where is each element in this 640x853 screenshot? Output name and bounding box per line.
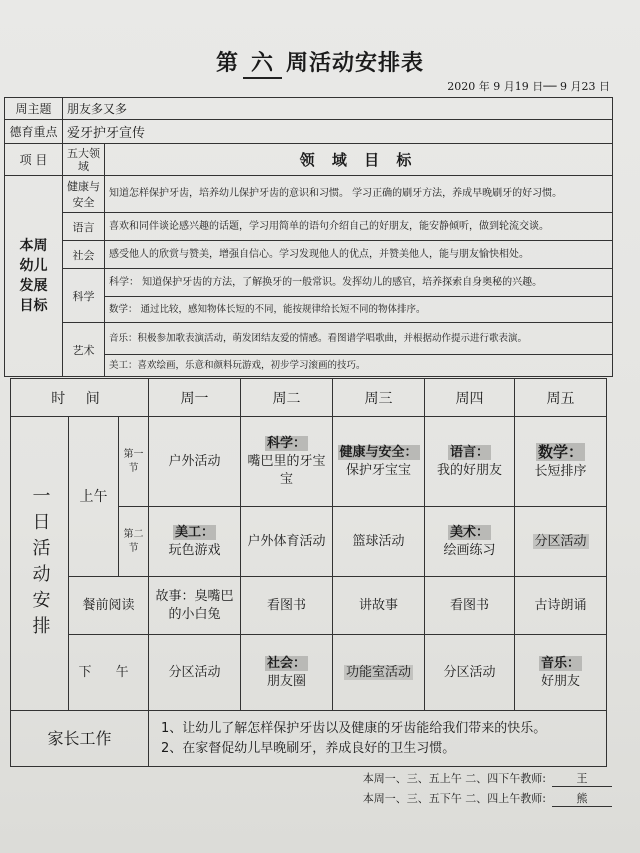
tue-afternoon-tag: 社会：: [267, 655, 307, 671]
tue-afternoon: 社会： 朋友圈: [241, 635, 333, 711]
fri-pre-meal: 古诗朗诵: [515, 577, 607, 635]
wed-afternoon: 功能室活动: [333, 635, 425, 711]
parent-note-1: 1、让幼儿了解怎样保护牙齿以及健康的牙齿能给我们带来的快乐。: [161, 720, 547, 736]
goals-table: [4, 97, 613, 377]
thu-session1: 语言： 我的好朋友: [425, 417, 515, 507]
wed-pre-meal: 讲故事: [333, 577, 425, 635]
domain-art: 艺术: [63, 323, 105, 377]
parent-work-label: 家长工作: [11, 711, 149, 767]
day-fri: 周五: [515, 379, 607, 417]
thu-pre-meal: 看图书: [425, 577, 515, 635]
day-thu: 周四: [425, 379, 515, 417]
wed-session1-tag: 健康与安全：: [339, 444, 418, 460]
moral-value: 爱牙护牙宣传: [63, 120, 613, 144]
parent-note-2: 2、在家督促幼儿早晚刷牙，养成良好的卫生习惯。: [161, 740, 456, 756]
tue-pre-meal: 看图书: [241, 577, 333, 635]
fri-session1: 数学： 长短排序: [515, 417, 607, 507]
mon-session1: 户外活动: [149, 417, 241, 507]
day-schedule-label: 一日活动安排: [29, 485, 51, 642]
footer-line-2: 本周一、三、五下午 二、四上午教师: 熊: [363, 790, 612, 807]
mon-session2-tag: 美工：: [175, 524, 215, 540]
date-range: 2020 年 9 月19 日── 9 月23 日: [447, 80, 610, 93]
footer-line-1: 本周一、三、五上午 二、四下午教师: 王: [363, 770, 612, 787]
goal-social: 感受他人的欣赏与赞美，增强自信心。学习发现他人的优点，并赞美他人，能与朋友愉快相处。: [105, 241, 613, 269]
schedule-table: [10, 378, 607, 767]
thu-session2: 美术： 绘画练习: [425, 507, 515, 577]
goal-science: 科学： 知道保护牙齿的方法，了解换牙的一般常识。发挥幼儿的感官，培养探索自身奥秘的兴趣。: [105, 269, 613, 297]
page-title: [0, 46, 640, 79]
pre-meal-label: 餐前阅读: [69, 577, 149, 635]
title-suffix: 周活动安排表: [286, 51, 425, 76]
thu-session2-tag: 美术：: [450, 524, 490, 540]
goal-music: 音乐：积极参加歌表演活动，萌发团结友爱的情感。看图谱学唱歌曲，并根据动作提示进行歌表演。: [105, 323, 613, 355]
five-areas-header: 五大领域: [63, 144, 105, 176]
session2-label: 第二节: [119, 507, 149, 577]
mon-session2: 美工： 玩色游戏: [149, 507, 241, 577]
goals-label: 本周幼儿发展目标: [5, 176, 63, 377]
week-number: 六: [243, 46, 282, 79]
day-wed: 周三: [333, 379, 425, 417]
domain-language: 语言: [63, 213, 105, 241]
domain-social: 社会: [63, 241, 105, 269]
thu-session1-tag: 语言：: [450, 444, 490, 460]
tue-session1-tag: 科学：: [267, 435, 307, 451]
title-prefix: 第: [215, 51, 239, 76]
teacher-2: 熊: [552, 790, 612, 807]
thu-afternoon: 分区活动: [425, 635, 515, 711]
goal-crafts: 美工：喜欢绘画，乐意和颜料玩游戏，初步学习滚画的技巧。: [105, 355, 613, 377]
theme-label: 周主题: [5, 98, 63, 120]
project-header: 项 目: [5, 144, 63, 176]
tue-session2: 户外体育活动: [241, 507, 333, 577]
tue-session1: 科学： 嘴巴里的牙宝宝: [241, 417, 333, 507]
fri-afternoon: 音乐： 好朋友: [515, 635, 607, 711]
day-mon: 周一: [149, 379, 241, 417]
wed-session2: 篮球活动: [333, 507, 425, 577]
domain-health: 健康与安全: [63, 176, 105, 213]
fri-session1-tag: 数学：: [538, 442, 584, 461]
goal-language: 喜欢和同伴谈论感兴趣的话题，学习用简单的语句介绍自己的好朋友，能安静倾听，做到轮流交谈。: [105, 213, 613, 241]
morning-label: 上午: [69, 417, 119, 577]
fri-session2: 分区活动: [515, 507, 607, 577]
theme-value: 朋友多又多: [63, 98, 613, 120]
mon-pre-meal: 故事：臭嘴巴的小白兔: [149, 577, 241, 635]
fri-afternoon-tag: 音乐：: [541, 655, 581, 671]
teacher-1: 王: [552, 770, 612, 787]
time-header: 时 间: [11, 379, 149, 417]
afternoon-label: 下 午: [69, 635, 149, 711]
domain-science: 科学: [63, 269, 105, 323]
goal-math: 数学： 通过比较，感知物体长短的不同，能按规律给长短不同的物体排序。: [105, 297, 613, 323]
day-tue: 周二: [241, 379, 333, 417]
goal-health: 知道怎样保护牙齿，培养幼儿保护牙齿的意识和习惯。 学习正确的刷牙方法，养成早晚刷牙的好习惯。: [105, 176, 613, 213]
area-goal-header: 领 域 目 标: [105, 144, 613, 176]
mon-afternoon: 分区活动: [149, 635, 241, 711]
parent-work-notes: [149, 711, 607, 767]
wed-session1: 健康与安全： 保护牙宝宝: [333, 417, 425, 507]
session1-label: 第一节: [119, 417, 149, 507]
moral-label: 德育重点: [5, 120, 63, 144]
